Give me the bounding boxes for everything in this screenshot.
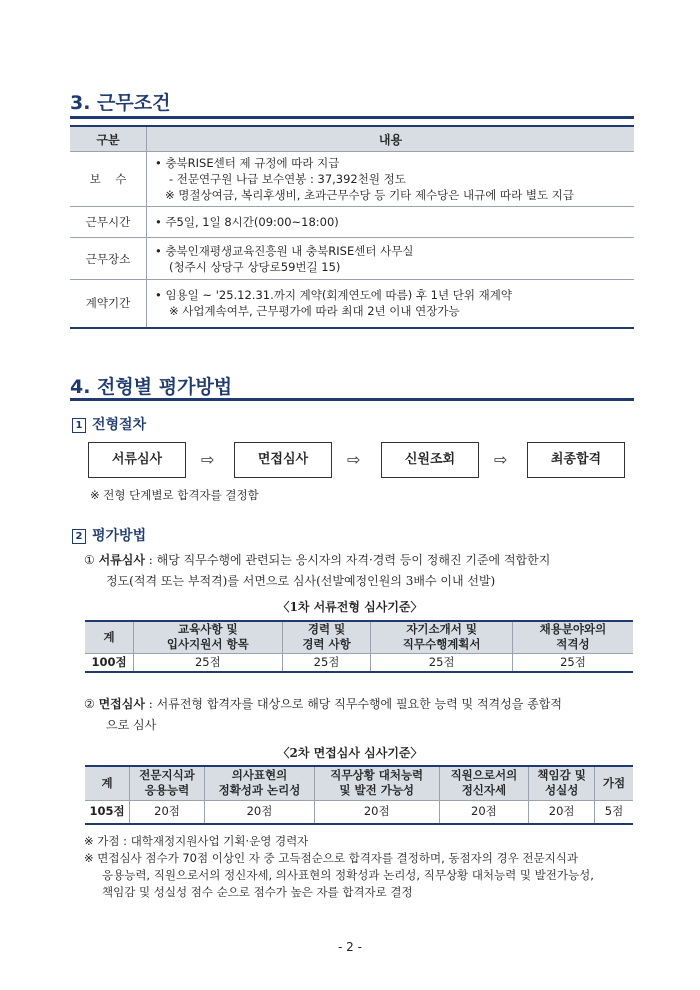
header-cell: 책임감 및 성실성 xyxy=(529,766,595,800)
subsection-number: 1 xyxy=(72,418,86,433)
row-line: ※ 명절상여금, 복리후생비, 초과근무수당 등 기타 제수당은 내규에 따라 별도 지급 xyxy=(165,188,574,202)
row-line: • 충북RISE센터 제 규정에 따라 지급 xyxy=(155,156,340,170)
note-line: 응용능력, 직원으로서의 정신자세, 의사표현의 정확성과 논리성, 직무상황 대처능력 및 발전가능성, xyxy=(102,868,594,882)
document-criteria-table xyxy=(85,620,633,673)
item-text: 정도(적격 또는 부적격)를 서면으로 심사(선발예정인원의 3배수 이내 선발) xyxy=(106,574,496,588)
subsection-2-heading xyxy=(72,525,146,545)
evaluation-item-2 xyxy=(84,694,644,736)
row-label: 계약기간 xyxy=(70,280,147,328)
value-cell: 20점 xyxy=(130,800,205,824)
header-cell: 자기소개서 및 직무수행계획서 xyxy=(371,621,512,653)
value-cell: 25점 xyxy=(512,653,633,672)
notes xyxy=(84,833,644,901)
page-number: - 2 - xyxy=(338,940,362,954)
arrow-icon: ⇨ xyxy=(347,450,361,469)
value-cell: 20점 xyxy=(529,800,595,824)
value-cell: 105점 xyxy=(85,800,130,824)
header-cell: 직무상황 대처능력 및 발전 가능성 xyxy=(314,766,439,800)
value-cell: 25점 xyxy=(134,653,283,672)
work-conditions-table xyxy=(70,125,634,329)
arrow-icon: ⇨ xyxy=(494,450,508,469)
header-content: 내용 xyxy=(147,126,635,152)
row-line: • 주5일, 1일 8시간(09:00~18:00) xyxy=(155,215,339,229)
table-row xyxy=(85,800,633,824)
table-row xyxy=(70,280,634,328)
subsection-title: 평가방법 xyxy=(92,528,147,544)
note-line: 책임감 및 성실성 점수 순으로 점수가 높은 자를 합격자로 결정 xyxy=(102,885,413,899)
row-line: • 임용일 ~ '25.12.31.까지 계약(회계연도에 따름) 후 1년 단위 재계약 xyxy=(155,288,512,303)
table-header-row xyxy=(85,766,633,800)
value-cell: 20점 xyxy=(439,800,529,824)
table1-caption: 〈1차 서류전형 심사기준〉 xyxy=(277,600,423,614)
interview-criteria-table xyxy=(85,765,633,825)
step-interview: 면접심사 xyxy=(234,442,332,478)
header-cell: 직원으로서의 정신자세 xyxy=(439,766,529,800)
evaluation-item-1 xyxy=(84,550,644,592)
header-category: 구분 xyxy=(70,126,147,152)
step-document-review: 서류심사 xyxy=(88,442,186,478)
row-line: - 전문연구원 나급 보수연봉 : 37,392천원 정도 xyxy=(169,172,406,186)
value-cell: 5점 xyxy=(595,800,634,824)
section-4-rule xyxy=(70,398,634,401)
row-label: 보 수 xyxy=(70,152,147,207)
header-cell: 계 xyxy=(85,621,134,653)
item-text: 으로 심사 xyxy=(106,718,157,732)
value-cell: 25점 xyxy=(282,653,371,672)
row-line: • 충북인재평생교육진흥원 내 충북RISE센터 사무실 xyxy=(155,243,414,258)
subsection-number: 2 xyxy=(72,529,86,544)
table-row xyxy=(70,152,634,207)
table-row xyxy=(70,207,634,238)
subsection-title: 전형절차 xyxy=(92,417,147,433)
note-line: ※ 가점 : 대학재정지원사업 기획·운영 경력자 xyxy=(84,834,309,848)
header-cell: 채용분야와의 적격성 xyxy=(512,621,633,653)
section-3-rule xyxy=(70,116,634,119)
section-4-title: 4. 전형별 평가방법 xyxy=(70,376,233,398)
value-cell: 25점 xyxy=(371,653,512,672)
header-cell: 경력 및 경력 사항 xyxy=(282,621,371,653)
header-cell: 가점 xyxy=(595,766,634,800)
table-header-row xyxy=(70,126,634,152)
section-3-title: 3. 근무조건 xyxy=(70,92,171,114)
table-row xyxy=(70,238,634,280)
item-number: ② xyxy=(84,697,95,711)
value-cell: 100점 xyxy=(85,653,134,672)
arrow-icon: ⇨ xyxy=(201,450,215,469)
steps-note: ※ 전형 단계별로 합격자를 결정함 xyxy=(90,488,259,502)
item-text: : 해당 직무수행에 관련되는 응시자의 자격·경력 등이 정해진 기준에 적합한지 xyxy=(144,553,551,567)
header-cell: 계 xyxy=(85,766,130,800)
header-cell: 의사표현의 정확성과 논리성 xyxy=(205,766,315,800)
row-label: 근무시간 xyxy=(70,207,147,238)
item-head: 면접심사 xyxy=(98,697,145,711)
item-text: : 서류전형 합격자를 대상으로 해당 직무수행에 필요한 능력 및 적격성을 종합적 xyxy=(144,697,562,711)
table-header-row xyxy=(85,621,633,653)
note-line: ※ 면접심사 점수가 70점 이상인 자 중 고득점순으로 합격자를 결정하며, 동점자의 경우 전문지식과 xyxy=(84,851,578,865)
row-label: 근무장소 xyxy=(70,238,147,280)
item-number: ① xyxy=(84,553,95,567)
header-cell: 교육사항 및 입사지원서 항목 xyxy=(134,621,283,653)
step-background-check: 신원조회 xyxy=(381,442,479,478)
step-final-pass: 최종합격 xyxy=(527,442,625,478)
item-head: 서류심사 xyxy=(98,553,145,567)
header-cell: 전문지식과 응용능력 xyxy=(130,766,205,800)
table-row xyxy=(85,653,633,672)
value-cell: 20점 xyxy=(314,800,439,824)
value-cell: 20점 xyxy=(205,800,315,824)
subsection-1-heading xyxy=(72,414,146,434)
row-line: (청주시 상당구 상당로59번길 15) xyxy=(169,259,341,274)
table2-caption: 〈2차 면접심사 심사기준〉 xyxy=(277,746,423,760)
row-line: ※ 사업계속여부, 근무평가에 따라 최대 2년 이내 연장가능 xyxy=(169,304,460,319)
